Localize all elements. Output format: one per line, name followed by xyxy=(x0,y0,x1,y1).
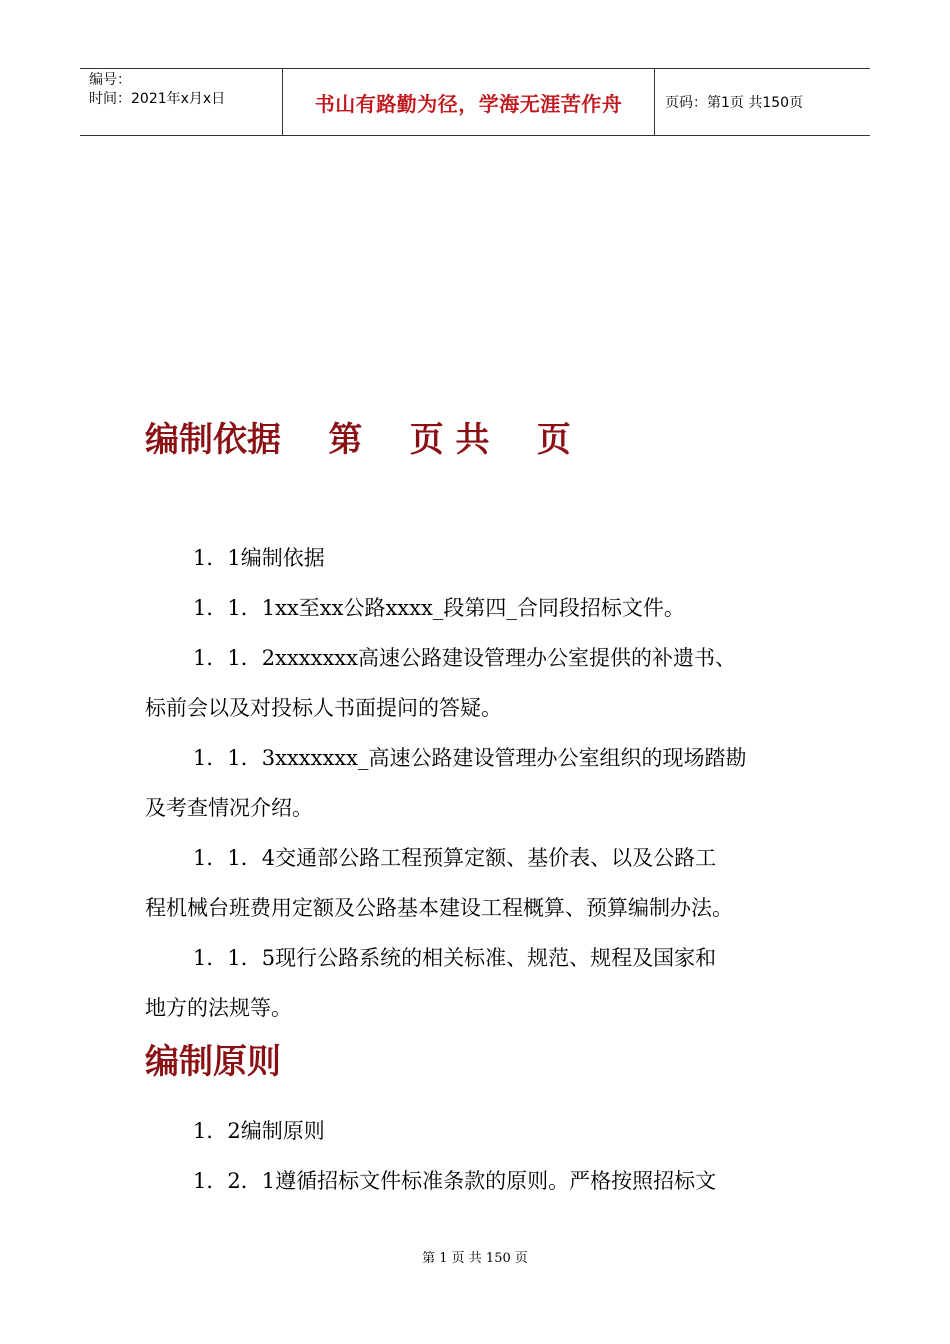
section-heading-principles: 编制原则 xyxy=(145,1042,281,1082)
paragraph-line: 1．1编制依据 xyxy=(193,546,325,570)
document-time-label: 时间：2021年x月x日 xyxy=(89,91,226,107)
paragraph-line: 1．1．3xxxxxxx_高速公路建设管理办公室组织的现场踏勘 xyxy=(193,746,747,770)
paragraph-line: 地方的法规等。 xyxy=(145,996,292,1020)
header-motto: 书山有路勤为径，学海无涯苦作舟 xyxy=(282,69,655,135)
paragraph-line: 1．1．4交通部公路工程预算定额、基价表、以及公路工 xyxy=(193,846,717,870)
paragraph-line: 标前会以及对投标人书面提问的答疑。 xyxy=(145,696,502,720)
page-header xyxy=(80,68,870,136)
paragraph-line: 程机械台班费用定额及公路基本建设工程概算、预算编制办法。 xyxy=(145,896,733,920)
paragraph-line: 1．2编制原则 xyxy=(193,1119,325,1143)
paragraph-line: 及考查情况介绍。 xyxy=(145,796,313,820)
header-page-info: 页码：第1页 共150页 xyxy=(665,95,804,111)
paragraph-line: 1．1．2xxxxxxx高速公路建设管理办公室提供的补遗书、 xyxy=(193,646,736,670)
paragraph-line: 1．1．5现行公路系统的相关标准、规范、规程及国家和 xyxy=(193,946,717,970)
section-heading-basis: 编制依据 第 页 共 页 xyxy=(145,420,571,460)
paragraph-line: 1．1．1xx至xx公路xxxx_段第四_合同段招标文件。 xyxy=(193,596,685,620)
page-footer: 第 1 页 共 150 页 xyxy=(422,1251,528,1266)
document-number-label: 编号： xyxy=(89,72,131,88)
header-left-cell xyxy=(80,69,282,135)
paragraph-line: 1．2．1遵循招标文件标准条款的原则。严格按照招标文 xyxy=(193,1169,717,1193)
